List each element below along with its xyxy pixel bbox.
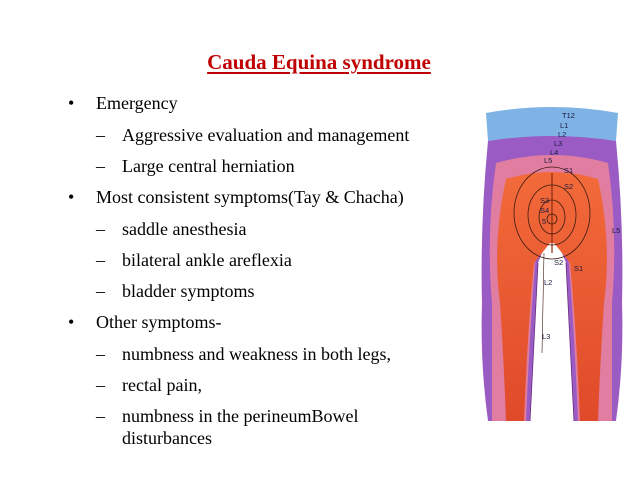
label-l3-leg: L3 <box>542 332 551 341</box>
label-t12: T12 <box>562 111 575 120</box>
label-s2-leg: S2 <box>554 258 564 267</box>
sub-bullet-item: – bladder symptoms <box>96 280 478 302</box>
label-s3: S3 <box>540 196 550 205</box>
bullet-item <box>68 186 478 208</box>
dermatome-illustration <box>478 103 626 423</box>
sub-bullet-item: – bilateral ankle areflexia <box>96 249 478 271</box>
bullet-text: Emergency <box>96 93 178 113</box>
label-l5: L5 <box>544 156 553 165</box>
label-s2: S2 <box>564 182 574 191</box>
label-l1: L1 <box>560 121 569 130</box>
label-s1: S1 <box>564 166 574 175</box>
lumbar-band <box>486 107 618 141</box>
sub-bullet-item: – numbness and weakness in both legs, <box>96 343 478 365</box>
bullet-list <box>68 92 478 458</box>
label-s1-leg: S1 <box>574 264 584 273</box>
slide-title: Cauda Equina syndrome <box>207 50 431 74</box>
sub-bullet-item: – Large central herniation <box>96 155 478 177</box>
sub-bullet-item: – saddle anesthesia <box>96 218 478 240</box>
bullet-text: Other symptoms- <box>96 312 222 332</box>
label-s4: S4 <box>540 206 550 215</box>
label-l2: L2 <box>558 130 567 139</box>
sub-bullet-item: – numbness in the perineumBowel disturbances <box>96 405 442 449</box>
label-s5: 5 <box>542 217 547 226</box>
label-l2-leg: L2 <box>544 278 553 287</box>
label-l5-side: L5 <box>612 226 621 235</box>
label-l3: L3 <box>554 139 563 148</box>
label-l4: L4 <box>550 148 559 157</box>
bullet-item <box>68 92 478 114</box>
bullet-item <box>68 311 478 333</box>
bullet-text: Most consistent symptoms(Tay & Chacha) <box>96 187 404 207</box>
sub-bullet-item: – Aggressive evaluation and management <box>96 124 478 146</box>
sub-bullet-item: – rectal pain, <box>96 374 478 396</box>
